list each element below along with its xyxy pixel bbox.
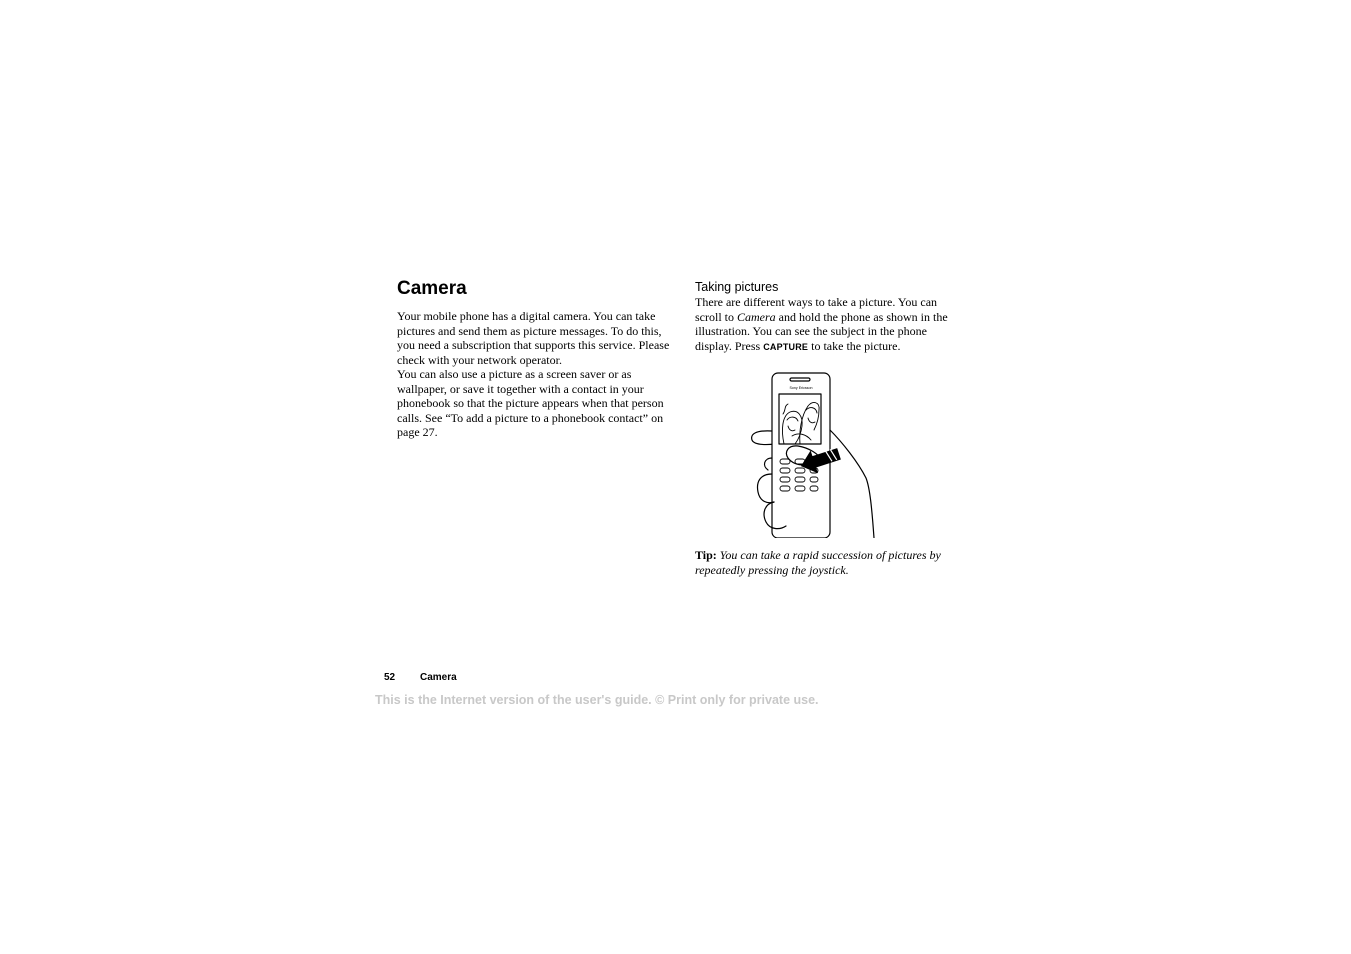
tip-text: You can take a rapid succession of pictures by repeatedly pressing the joystick. <box>695 548 941 577</box>
tip <box>695 548 970 578</box>
camera-menu-term: Camera <box>737 309 776 324</box>
phone-brand-label: Sony Ericsson <box>789 386 813 390</box>
section-heading: Taking pictures <box>695 280 779 294</box>
tip-label: Tip: <box>695 548 717 562</box>
footer-section: Camera <box>420 672 457 683</box>
text-part-3: to take the picture. <box>808 338 901 353</box>
page-footer <box>384 672 457 684</box>
page-number: 52 <box>384 672 396 683</box>
taking-pictures-section <box>695 280 965 354</box>
intro-paragraph-2: You can also use a picture as a screen saver or as wallpaper, or save it together with a contact in your phonebook so that the picture appears when that person calls. See “To add a picture to a phonebook contact” on page 27. <box>397 367 664 439</box>
copyright-notice: This is the Internet version of the user's guide. © Print only for private use. <box>375 693 819 707</box>
thumb <box>830 430 874 538</box>
capture-key-label: CAPTURE <box>763 341 809 352</box>
phone-camera-illustration <box>748 370 878 538</box>
intro-paragraph-1: Your mobile phone has a digital camera. You can take pictures and send them as picture messages. To do this, you need a subscription that supports this service. Please check with your network operator. <box>397 309 670 367</box>
page-title: Camera <box>397 278 467 299</box>
intro-section <box>397 309 672 440</box>
text-part-1: There are different ways to take a picture. You can scroll to <box>695 295 938 324</box>
text-part-2: and hold the phone as shown in the illustration. You can see the subject in the phone display. Press <box>695 309 948 353</box>
taking-pictures-paragraph <box>695 295 965 354</box>
